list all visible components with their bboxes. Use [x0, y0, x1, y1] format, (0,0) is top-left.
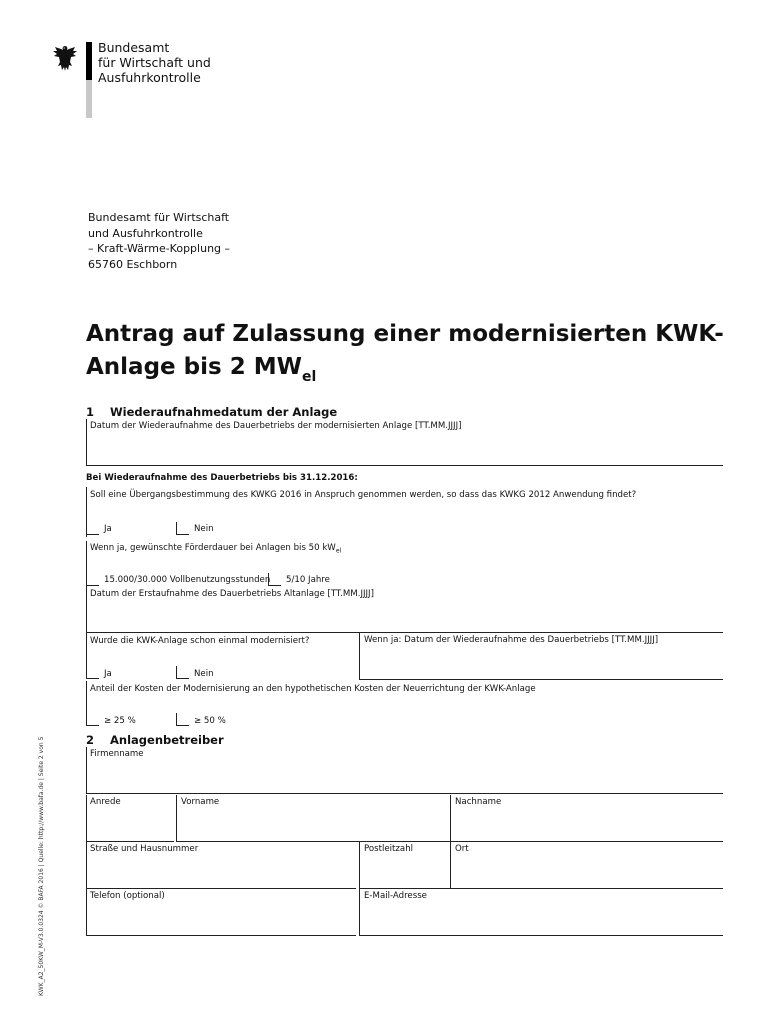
modernized-no-label: Nein — [194, 669, 214, 679]
modernized-yes-label: Ja — [104, 669, 112, 679]
subheading-2016: Bei Wiederaufnahme des Dauerbetriebs bis 31.12.2016: — [86, 473, 358, 483]
duration-hours-label: 15.000/30.000 Vollbenutzungsstunden — [104, 575, 271, 585]
transition-yes-checkbox[interactable] — [86, 522, 99, 535]
first-operation-date-label: Datum der Erstaufnahme des Dauerbetriebs Altanlage [TT.MM.JJJJ] — [90, 589, 374, 599]
section-2-heading — [86, 733, 224, 747]
cost-share-25-label: ≥ 25 % — [104, 716, 136, 726]
company-name-field[interactable] — [86, 747, 723, 794]
address-line: und Ausfuhrkontrolle — [88, 226, 203, 240]
section-title: Anlagenbetreiber — [110, 733, 224, 747]
modernized-no-checkbox[interactable] — [176, 666, 189, 679]
duration-question-subscript: el — [335, 547, 342, 555]
duration-question-text: Wenn ja, gewünschte Förderdauer bei Anlagen bis 50 kW — [90, 543, 336, 553]
modernized-question-label: Wurde die KWK-Anlage schon einmal modernisiert? — [90, 636, 310, 646]
zip-label: Postleitzahl — [364, 844, 414, 854]
cost-share-50-checkbox[interactable] — [176, 713, 189, 726]
duration-years-label: 5/10 Jahre — [286, 575, 330, 585]
logo-bar — [86, 42, 92, 118]
logo-line: Ausfuhrkontrolle — [98, 70, 201, 85]
address-line: Bundesamt für Wirtschaft — [88, 211, 230, 224]
modernized-yes-checkbox[interactable] — [86, 666, 99, 679]
salutation-label: Anrede — [90, 797, 121, 807]
city-field[interactable] — [450, 842, 723, 889]
section-number: 2 — [86, 733, 95, 747]
duration-years-checkbox[interactable] — [268, 573, 281, 586]
company-name-label: Firmenname — [90, 749, 144, 759]
section-title: Wiederaufnahmedatum der Anlage — [110, 405, 338, 419]
phone-label: Telefon (optional) — [90, 891, 165, 901]
lastname-label: Nachname — [455, 797, 502, 807]
street-label: Straße und Hausnummer — [90, 844, 199, 854]
duration-hours-checkbox[interactable] — [86, 573, 99, 586]
cost-share-question-label: Anteil der Kosten der Modernisierung an den hypothetischen Kosten der Neuerrichtung der KWK-Anlage — [90, 684, 536, 694]
logo-line: für Wirtschaft und — [98, 55, 211, 70]
restart-date-label: Datum der Wiederaufnahme des Dauerbetriebs der modernisierten Anlage [TT.MM.JJJJ] — [90, 421, 462, 431]
logo-line: Bundesamt — [98, 40, 170, 55]
section-number: 1 — [86, 405, 95, 419]
email-label: E-Mail-Adresse — [364, 891, 427, 901]
federal-eagle-logo — [50, 44, 80, 74]
duration-question-label — [90, 543, 341, 555]
section-1-heading — [86, 405, 337, 419]
title-text: Anlage bis 2 MW — [86, 354, 302, 380]
recipient-address — [88, 210, 230, 272]
city-label: Ort — [455, 844, 469, 854]
transition-no-label: Nein — [194, 524, 214, 534]
transition-yes-label: Ja — [104, 524, 112, 534]
agency-logo-text — [98, 40, 211, 85]
address-line: 65760 Eschborn — [88, 257, 178, 271]
transition-no-checkbox[interactable] — [176, 522, 189, 535]
firstname-label: Vorname — [181, 797, 220, 807]
title-line: Antrag auf Zulassung einer modernisierten KWK- — [86, 321, 724, 347]
title-subscript: el — [301, 369, 317, 385]
modernized-date-label: Wenn ja: Datum der Wiederaufnahme des Dauerbetriebs [TT.MM.JJJJ] — [364, 635, 659, 645]
cost-share-25-checkbox[interactable] — [86, 713, 99, 726]
form-reference-note: KWK_A2_50KW_M-V3.0.0324 © BAFA 2016 | Quelle: http://www.bafa.de | Seite 2 von 5 — [38, 736, 45, 996]
title-line — [86, 351, 736, 387]
form-title — [86, 318, 736, 387]
address-line: – Kraft-Wärme-Kopplung – — [88, 242, 231, 256]
cost-share-50-label: ≥ 50 % — [194, 716, 226, 726]
transition-question-label: Soll eine Übergangsbestimmung des KWKG 2016 in Anspruch genommen werden, so dass das KWKG 2012 Anwendung findet? — [90, 490, 637, 500]
